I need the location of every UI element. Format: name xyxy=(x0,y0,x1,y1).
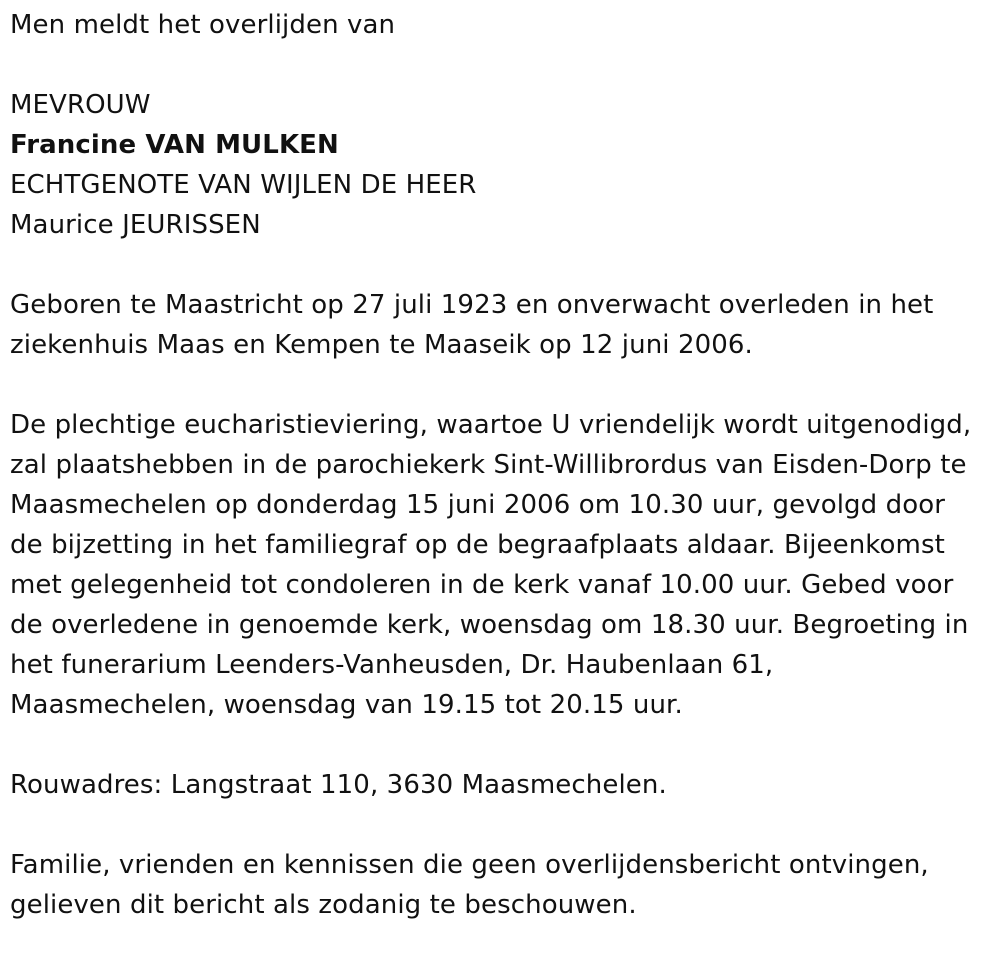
paragraph-line: Geboren te Maastricht op 27 juli 1923 en onverwacht overleden in het xyxy=(10,290,934,320)
paragraph-line: Maasmechelen op donderdag 15 juni 2006 om 10.30 uur, gevolgd door xyxy=(10,490,946,520)
death-notice xyxy=(10,5,995,925)
spacer xyxy=(10,805,995,845)
paragraph-line: ziekenhuis Maas en Kempen te Maaseik op 12 juni 2006. xyxy=(10,330,753,360)
closing-paragraph xyxy=(10,845,995,925)
spacer xyxy=(10,245,995,285)
spacer xyxy=(10,725,995,765)
intro-text: Men meldt het overlijden van xyxy=(10,10,396,40)
spouse-name: Maurice JEURISSEN xyxy=(10,210,261,240)
paragraph-line: het funerarium Leenders-Vanheusden, Dr. Haubenlaan 61, xyxy=(10,650,774,680)
paragraph-line: de overledene in genoemde kerk, woensdag om 18.30 uur. Begroeting in xyxy=(10,610,969,640)
ceremony-paragraph xyxy=(10,405,995,725)
paragraph-line: gelieven dit bericht als zodanig te beschouwen. xyxy=(10,890,637,920)
salutation: MEVROUW xyxy=(10,90,151,120)
birth-death-paragraph xyxy=(10,285,995,365)
paragraph-line: Maasmechelen, woensdag van 19.15 tot 20.15 uur. xyxy=(10,690,683,720)
paragraph-line: met gelegenheid tot condoleren in de kerk vanaf 10.00 uur. Gebed voor xyxy=(10,570,954,600)
deceased-name: Francine VAN MULKEN xyxy=(10,130,339,160)
mourning-address: Rouwadres: Langstraat 110, 3630 Maasmechelen. xyxy=(10,770,667,800)
paragraph-line: de bijzetting in het familiegraf op de begraafplaats aldaar. Bijeenkomst xyxy=(10,530,945,560)
spacer xyxy=(10,365,995,405)
paragraph-line: zal plaatshebben in de parochiekerk Sint-Willibrordus van Eisden-Dorp te xyxy=(10,450,967,480)
paragraph-line: Familie, vrienden en kennissen die geen overlijdensbericht ontvingen, xyxy=(10,850,929,880)
paragraph-line: De plechtige eucharistieviering, waartoe U vriendelijk wordt uitgenodigd, xyxy=(10,410,972,440)
spacer xyxy=(10,45,995,85)
relation-text: ECHTGENOTE VAN WIJLEN DE HEER xyxy=(10,170,477,200)
